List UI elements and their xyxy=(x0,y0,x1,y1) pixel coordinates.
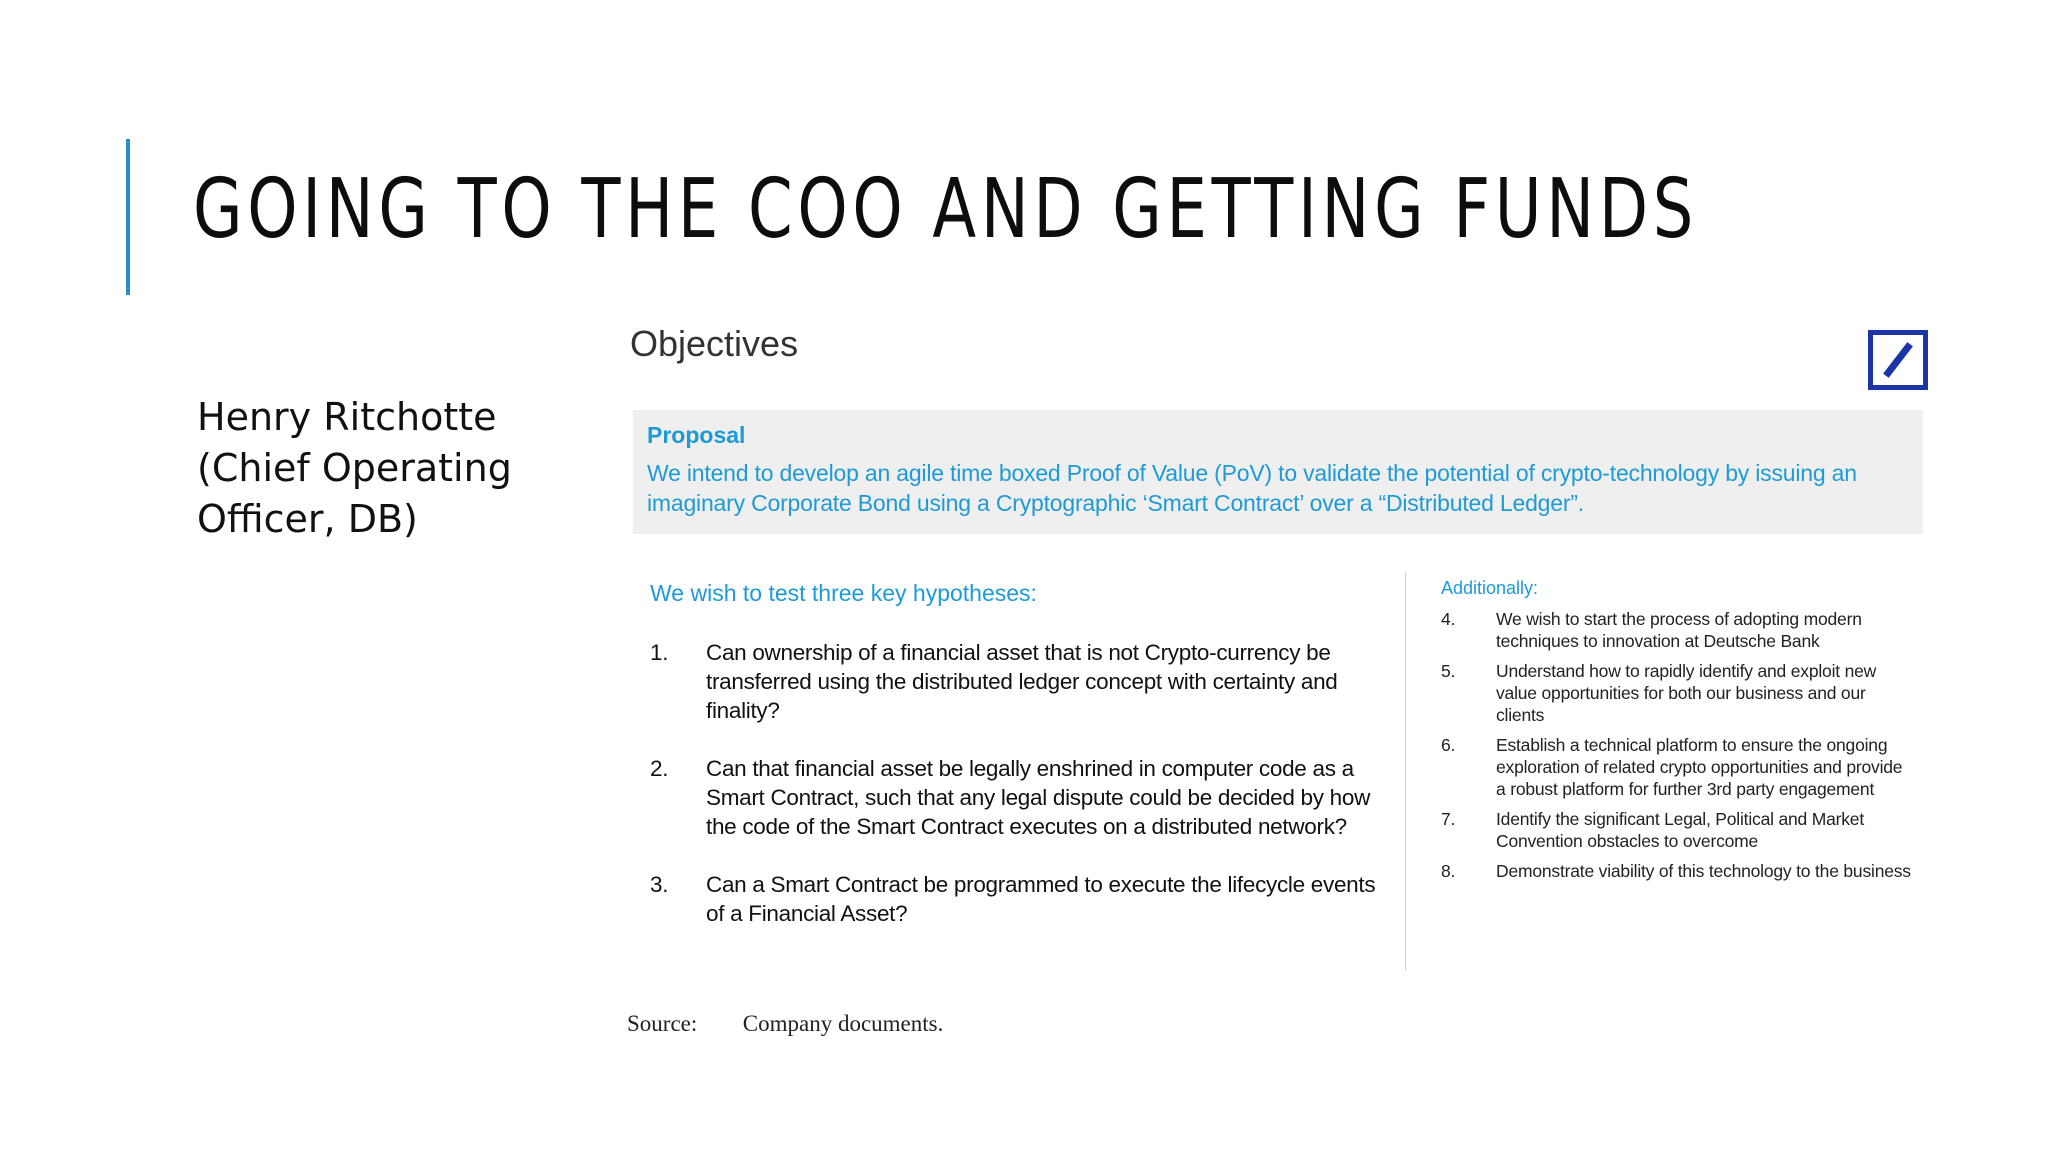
hypothesis-number: 1. xyxy=(650,640,669,665)
hypothesis-text: Can ownership of a financial asset that is not Crypto-currency be transferred using the distributed ledger concept with certainty and finality? xyxy=(706,640,1338,723)
additional-item xyxy=(1441,860,1911,882)
proposal-text: We intend to develop an agile time boxed Proof of Value (PoV) to validate the potential of crypto-technology by issuing an imaginary Corporate Bond using a Cryptographic ‘Smart Contract’ over a “Distributed Ledger”. xyxy=(647,460,1857,516)
source-text: Company documents. xyxy=(742,1011,944,1036)
additional-number: 6. xyxy=(1441,735,1456,755)
hypothesis-number: 2. xyxy=(650,756,669,781)
source-citation xyxy=(627,1011,943,1037)
hypotheses-heading: We wish to test three key hypotheses: xyxy=(650,580,1037,606)
hypothesis-text: Can a Smart Contract be programmed to execute the lifecycle events of a Financial Asset? xyxy=(706,872,1376,926)
slide-title: GOING TO THE COO AND GETTING FUNDS xyxy=(193,162,1699,257)
additional-number: 7. xyxy=(1441,809,1456,829)
additional-number: 5. xyxy=(1441,661,1456,681)
additional-text: Establish a technical platform to ensure the ongoing exploration of related crypto opportunities and provide a robust platform for further 3rd party engagement xyxy=(1496,735,1903,799)
additional-item xyxy=(1441,660,1911,726)
additionally-heading: Additionally: xyxy=(1441,578,1539,598)
additional-text: We wish to start the process of adopting modern techniques to innovation at Deutsche Bank xyxy=(1496,609,1862,651)
additionally-list xyxy=(1441,608,1911,890)
hypothesis-number: 3. xyxy=(650,872,669,897)
proposal-box xyxy=(633,410,1923,534)
hypothesis-item xyxy=(650,754,1380,841)
speaker-name xyxy=(197,392,597,545)
additional-item xyxy=(1441,734,1911,800)
speaker-line: Officer, DB) xyxy=(197,497,418,541)
additional-text: Understand how to rapidly identify and exploit new value opportunities for both our business and our clients xyxy=(1496,661,1877,725)
additional-number: 8. xyxy=(1441,861,1456,881)
deutsche-bank-logo-icon xyxy=(1868,330,1928,390)
source-label: Source: xyxy=(627,1011,698,1036)
speaker-line: Henry Ritchotte xyxy=(197,395,497,439)
additional-number: 4. xyxy=(1441,609,1456,629)
hypothesis-item xyxy=(650,638,1380,725)
additional-text: Demonstrate viability of this technology to the business xyxy=(1496,861,1911,881)
additional-item xyxy=(1441,808,1911,852)
title-accent-bar xyxy=(126,139,130,295)
hypothesis-text: Can that financial asset be legally enshrined in computer code as a Smart Contract, such that any legal dispute could be decided by how the code of the Smart Contract executes on a distributed network? xyxy=(706,756,1371,839)
additional-text: Identify the significant Legal, Political and Market Convention obstacles to overcome xyxy=(1496,809,1865,851)
hypothesis-item xyxy=(650,870,1380,928)
hypotheses-list xyxy=(650,638,1380,957)
column-divider xyxy=(1405,572,1406,970)
speaker-line: (Chief Operating xyxy=(197,446,512,490)
objectives-heading: Objectives xyxy=(630,323,799,364)
proposal-heading: Proposal xyxy=(647,422,746,448)
additional-item xyxy=(1441,608,1911,652)
